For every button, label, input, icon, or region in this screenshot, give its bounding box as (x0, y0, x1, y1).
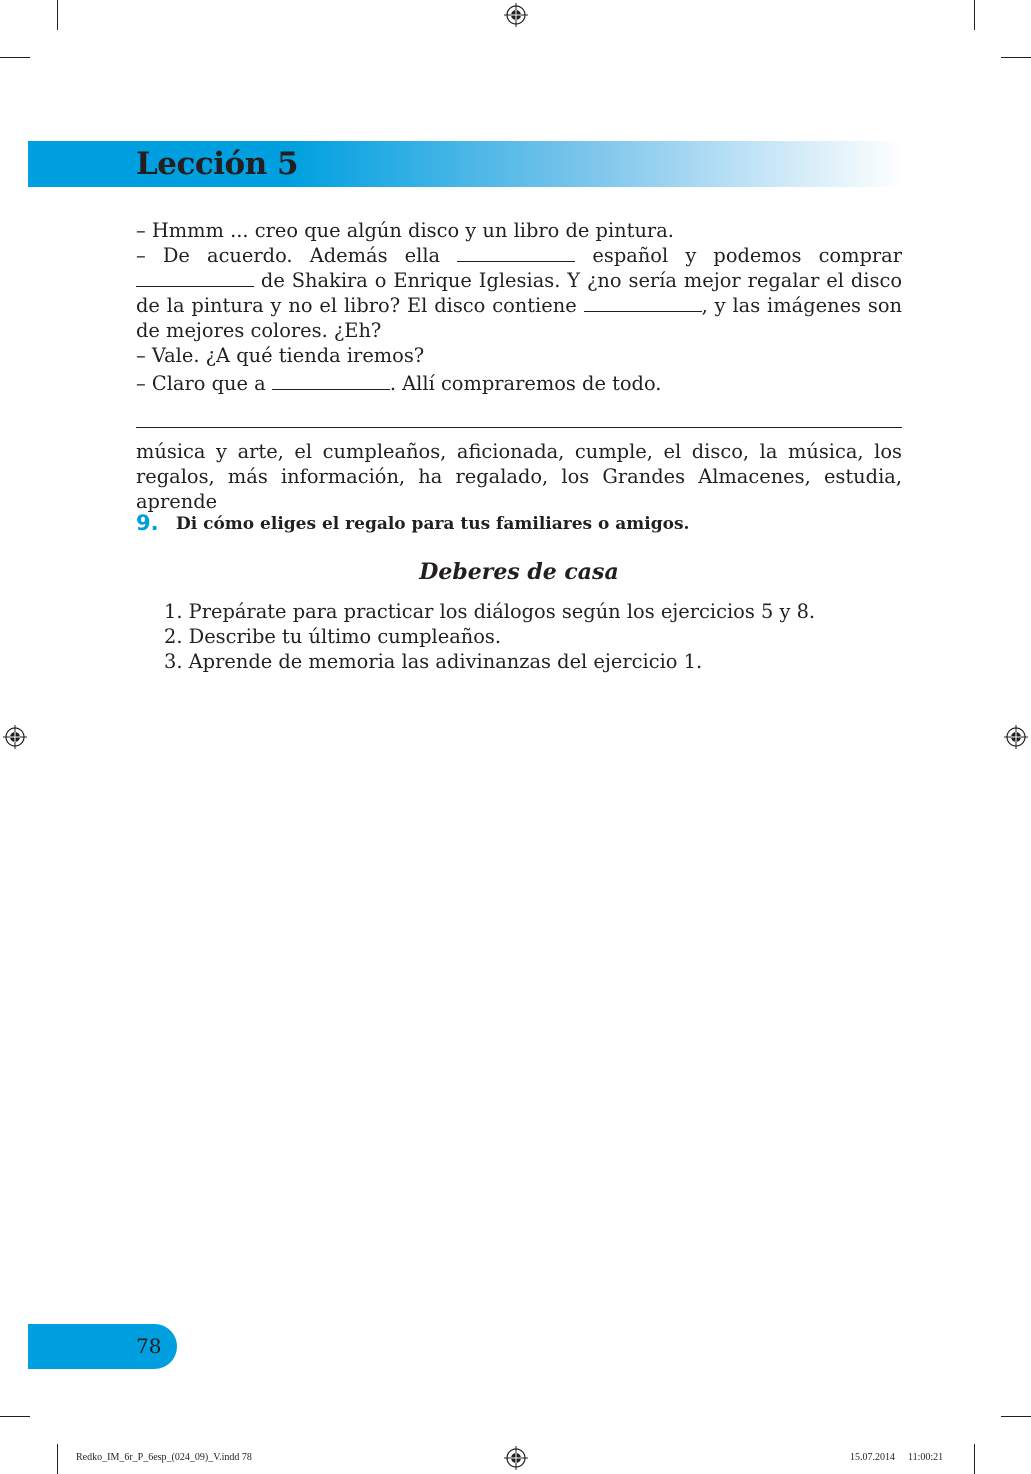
dialogue-text: , y las imágenes son de mejores colores. ¿Eh? (136, 294, 902, 342)
dialogue-line (136, 343, 902, 368)
crop-mark (974, 0, 975, 30)
crop-mark (0, 1416, 30, 1417)
registration-mark-icon (3, 725, 27, 749)
crop-mark (1001, 1416, 1031, 1417)
dialogue-text: – De acuerdo. Además ella (136, 244, 458, 267)
word-bank: música y arte, el cumpleaños, aficionada, cumple, el disco, la música, los regalos, más información, ha regalado, los Grandes Almacenes, estudia, aprende (136, 440, 902, 513)
footer-time: 11:00:21 (908, 1452, 944, 1463)
homework-list (164, 599, 815, 674)
fill-in-blank[interactable] (272, 371, 390, 390)
crop-mark (57, 0, 58, 30)
dialogue-line (136, 371, 902, 396)
dialogue-paragraph (136, 243, 902, 343)
dialogue-text: – Hmmm ... creo que algún disco y un libro de pintura. (136, 219, 674, 242)
fill-in-blank[interactable] (457, 243, 575, 262)
crop-mark (974, 1444, 975, 1474)
registration-mark-icon (504, 1446, 528, 1470)
fill-in-blank[interactable] (136, 268, 254, 287)
crop-mark (0, 57, 30, 58)
page-number: 78 (136, 1334, 162, 1358)
exercise-instruction: Di cómo eliges el regalo para tus familiares o amigos. (176, 514, 690, 534)
dialogue-text: – Claro que a (136, 372, 272, 395)
dialogue-text: español y podemos comprar (575, 244, 903, 267)
registration-mark-icon (1004, 725, 1028, 749)
dialogue-text: – Vale. ¿A qué tienda iremos? (136, 344, 425, 367)
crop-mark (1001, 57, 1031, 58)
footer-file: Redko_IM_6r_P_6esp_(024_09)_V.indd 78 (76, 1452, 252, 1463)
homework-item: 3. Aprende de memoria las adivinanzas del ejercicio 1. (164, 650, 703, 673)
lesson-title: Lección 5 (136, 146, 299, 182)
dialogue-text: . Allí compraremos de todo. (389, 372, 662, 395)
footer-date: 15.07.2014 (850, 1452, 895, 1463)
homework-item: 1. Prepárate para practicar los diálogos según los ejercicios 5 y 8. (164, 600, 816, 623)
dialogue-text: de Shakira o Enrique Iglesias. Y ¿no sería mejor regalar el disco de la pintura y no el libro? El disco contiene (136, 269, 902, 317)
homework-item: 2. Describe tu último cumpleaños. (164, 625, 502, 648)
registration-mark-icon (504, 3, 528, 27)
homework-title: Deberes de casa (419, 559, 619, 585)
fill-in-blank[interactable] (584, 293, 702, 312)
dialogue-line (136, 218, 902, 243)
crop-mark (57, 1444, 58, 1474)
exercise-number: 9. (136, 511, 159, 535)
divider (136, 427, 902, 428)
